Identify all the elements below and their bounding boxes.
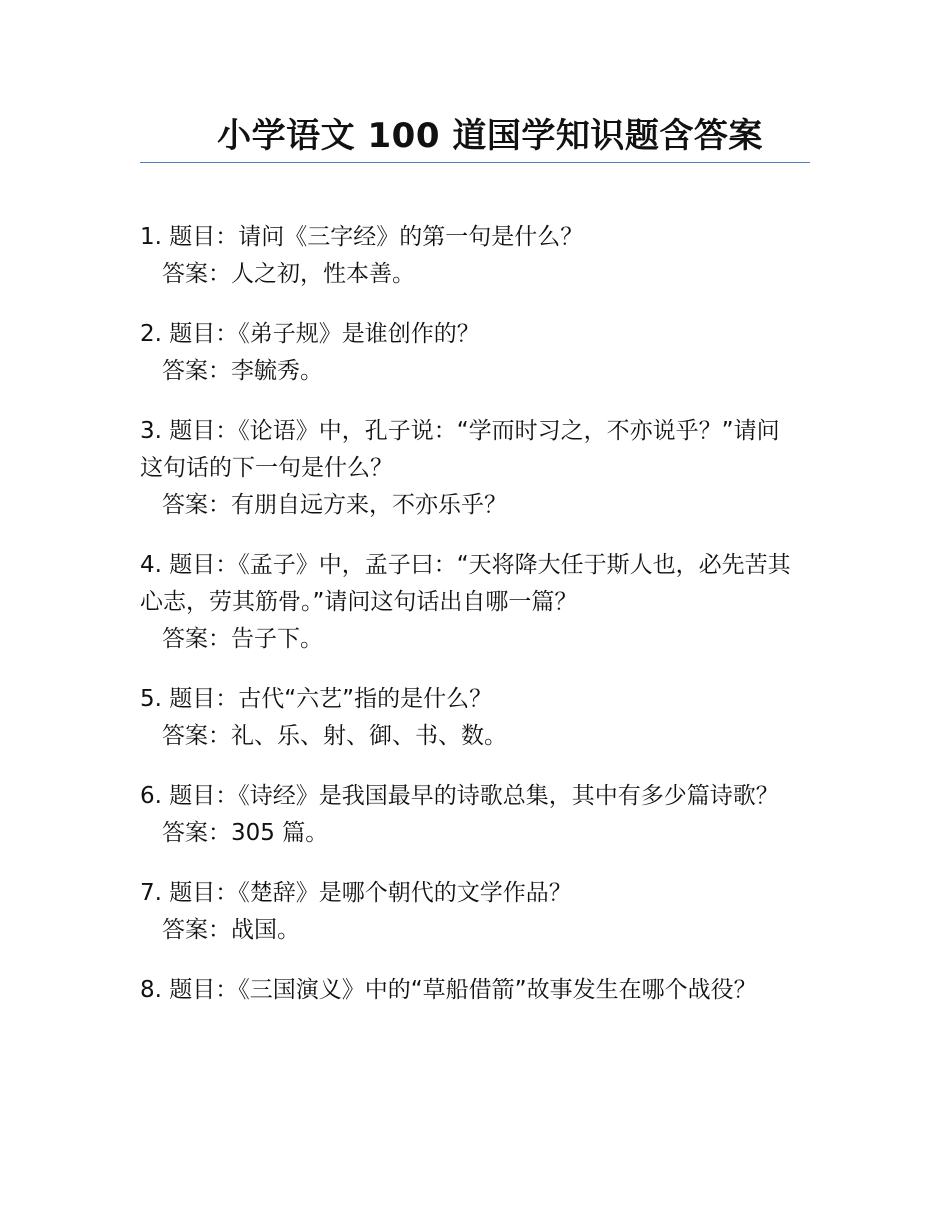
- page-title: 小学语文 100 道国学知识题含答案: [217, 116, 763, 156]
- list-item: [140, 316, 800, 390]
- answer-text: 答案：305 篇。: [162, 820, 329, 846]
- answer-text: 答案：有朋自远方来，不亦乐乎？: [162, 492, 507, 518]
- list-item: [140, 875, 800, 949]
- question-text: 8. 题目：《三国演义》中的“草船借箭”故事发生在哪个战役？: [140, 977, 757, 1003]
- answer-text: 答案：礼、乐、射、御、书、数。: [162, 723, 507, 749]
- list-item: [140, 972, 800, 1009]
- answer-text: 答案：战国。: [162, 917, 300, 943]
- question-text: 4. 题目：《孟子》中，孟子曰：“天将降大任于斯人也，必先苦其心志，劳其筋骨。”请问这句话出自哪一篇？: [140, 552, 791, 615]
- list-item: [140, 547, 800, 658]
- question-text: 7. 题目：《楚辞》是哪个朝代的文学作品？: [140, 880, 572, 906]
- answer-text: 答案：李毓秀。: [162, 358, 323, 384]
- list-item: [140, 778, 800, 852]
- list-item: [140, 413, 800, 524]
- title-underline: [140, 162, 810, 163]
- question-text: 5. 题目：古代“六艺”指的是什么？: [140, 686, 493, 712]
- question-list: [140, 219, 800, 1032]
- question-text: 6. 题目：《诗经》是我国最早的诗歌总集，其中有多少篇诗歌？: [140, 783, 779, 809]
- question-text: 3. 题目：《论语》中，孔子说：“学而时习之，不亦说乎？”请问这句话的下一句是什么？: [140, 418, 780, 481]
- question-text: 1. 题目：请问《三字经》的第一句是什么？: [140, 224, 584, 250]
- answer-text: 答案：人之初，性本善。: [162, 261, 415, 287]
- question-text: 2. 题目：《弟子规》是谁创作的？: [140, 321, 480, 347]
- list-item: [140, 219, 800, 293]
- list-item: [140, 681, 800, 755]
- answer-text: 答案：告子下。: [162, 626, 323, 652]
